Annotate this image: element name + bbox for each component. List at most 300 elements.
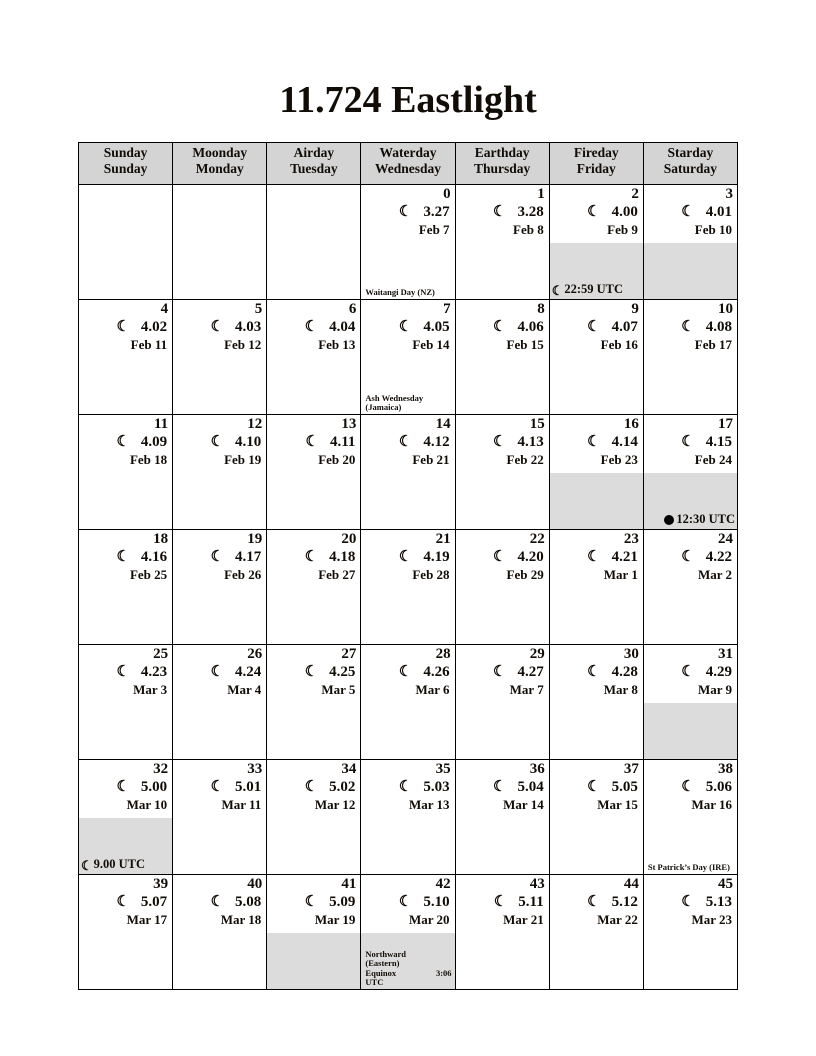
cell-content <box>361 185 454 299</box>
weekday-gregorian-name: Monday <box>195 161 244 177</box>
day-number: 13 <box>341 416 357 432</box>
weekday-gregorian-name: Friday <box>576 161 616 177</box>
gregorian-date: Feb 7 <box>418 221 450 237</box>
lunar-date-value: 5.11 <box>518 894 544 911</box>
calendar-body <box>79 185 738 990</box>
cell-content <box>267 300 360 414</box>
lunar-date-row <box>554 318 639 336</box>
waning-crescent-moon-icon: ☾ <box>116 664 130 681</box>
calendar-day-cell[interactable] <box>173 415 267 530</box>
cell-content <box>644 875 737 989</box>
moon-phase-time: 12:30 UTC <box>676 512 735 527</box>
moon-phase-event <box>646 513 735 527</box>
new-moon-crescent-icon: ☾ <box>81 857 93 873</box>
cell-content <box>456 875 549 989</box>
lunar-date-value: 5.04 <box>517 779 544 796</box>
cell-content <box>267 875 360 989</box>
day-number: 19 <box>247 531 263 547</box>
calendar-day-cell[interactable] <box>455 185 549 300</box>
calendar-day-cell[interactable] <box>79 300 173 415</box>
lunar-date-row <box>648 203 733 221</box>
waning-crescent-moon-icon: ☾ <box>587 779 601 796</box>
waning-crescent-moon-icon: ☾ <box>493 434 507 451</box>
lunar-date-row <box>554 663 639 681</box>
gregorian-date: Feb 11 <box>130 336 168 352</box>
lunar-date-row <box>365 433 450 451</box>
lunar-date-row <box>83 318 168 336</box>
day-number: 7 <box>443 301 451 317</box>
gregorian-date: Mar 19 <box>314 911 356 927</box>
weekday-alt-name: Airday <box>293 145 335 160</box>
lunar-date-row <box>83 433 168 451</box>
equinox-line: (Eastern) <box>365 958 400 969</box>
gregorian-date: Feb 14 <box>412 336 450 352</box>
waning-crescent-moon-icon: ☾ <box>681 204 695 221</box>
cell-content <box>550 530 643 644</box>
calendar-week-row <box>79 530 738 645</box>
lunar-date-value: 4.24 <box>235 664 262 681</box>
day-number: 26 <box>247 646 263 662</box>
calendar-day-cell[interactable] <box>643 645 737 760</box>
lunar-date-value: 5.08 <box>235 894 262 911</box>
cell-content <box>550 300 643 414</box>
day-number: 44 <box>623 876 639 892</box>
cell-content <box>79 645 172 759</box>
gregorian-date: Feb 25 <box>129 566 168 582</box>
waning-crescent-moon-icon: ☾ <box>210 894 225 911</box>
lunar-date-value: 4.18 <box>329 549 356 566</box>
day-number: 37 <box>623 761 639 777</box>
waning-crescent-moon-icon: ☾ <box>587 664 601 681</box>
calendar-day-cell[interactable] <box>267 760 361 875</box>
weekday-alt-name: Starday <box>667 145 714 160</box>
calendar-week-row <box>79 300 738 415</box>
cell-content <box>550 760 643 874</box>
calendar-day-cell[interactable] <box>549 875 643 990</box>
gregorian-date: Feb 22 <box>506 451 544 467</box>
calendar-day-cell[interactable] <box>267 645 361 760</box>
lunar-date-row <box>271 318 356 336</box>
gregorian-date: Feb 9 <box>607 221 638 237</box>
cell-content <box>267 645 360 759</box>
cell-content <box>173 300 266 414</box>
calendar-day-cell[interactable] <box>361 875 455 990</box>
weekday-header-wednesday <box>361 143 455 185</box>
waning-crescent-moon-icon: ☾ <box>493 779 507 796</box>
waning-crescent-moon-icon: ☾ <box>210 549 225 566</box>
day-number: 24 <box>718 531 733 547</box>
calendar-day-cell[interactable] <box>361 415 455 530</box>
calendar-week-row <box>79 760 738 875</box>
holiday-note: St Patrick’s Day (IRE) <box>647 862 730 873</box>
day-number: 38 <box>718 761 733 777</box>
cell-content <box>173 530 266 644</box>
calendar-header <box>79 143 738 185</box>
full-moon-icon <box>664 515 674 525</box>
calendar-day-cell[interactable] <box>79 415 173 530</box>
calendar-day-cell[interactable] <box>173 760 267 875</box>
calendar-day-cell[interactable] <box>361 760 455 875</box>
lunar-date-value: 4.04 <box>329 319 356 336</box>
lunar-date-row <box>177 433 262 451</box>
calendar-day-cell[interactable] <box>267 530 361 645</box>
cell-content <box>644 645 737 759</box>
lunar-date-row <box>554 433 639 451</box>
day-number: 28 <box>435 646 451 662</box>
day-number: 31 <box>718 646 733 662</box>
waning-crescent-moon-icon: ☾ <box>398 894 413 911</box>
lunar-date-row <box>648 318 733 336</box>
cell-content <box>361 530 454 644</box>
weekday-gregorian-name: Tuesday <box>290 161 338 177</box>
cell-content <box>79 300 172 414</box>
lunar-date-value: 4.19 <box>423 549 450 566</box>
weekday-header-tuesday <box>267 143 361 185</box>
cell-content <box>361 645 454 759</box>
lunar-date-value: 4.13 <box>517 434 544 451</box>
cell-content <box>456 300 549 414</box>
day-number: 6 <box>348 301 357 317</box>
lunar-date-value: 4.17 <box>235 549 262 566</box>
cell-content <box>173 415 266 529</box>
lunar-date-row <box>365 203 450 221</box>
lunar-date-row <box>83 893 168 911</box>
lunar-date-row <box>271 893 356 911</box>
weekday-header-thursday <box>455 143 549 185</box>
lunar-date-row <box>554 778 639 796</box>
lunar-date-value: 4.09 <box>140 434 168 451</box>
cell-content <box>550 415 643 529</box>
equinox-label: Equinox <box>365 967 397 978</box>
cell-content <box>267 760 360 874</box>
waning-crescent-moon-icon: ☾ <box>210 434 225 451</box>
day-number: 9 <box>631 301 639 317</box>
calendar-day-cell[interactable] <box>361 300 455 415</box>
gregorian-date: Feb 15 <box>506 336 544 352</box>
lunar-date-value: 4.12 <box>423 434 450 451</box>
weekday-alt-name: Earthday <box>474 145 530 160</box>
gregorian-date: Feb 8 <box>513 221 544 237</box>
calendar-day-cell[interactable] <box>79 875 173 990</box>
weekday-alt-name: Waterday <box>379 145 437 160</box>
lunar-date-row <box>365 778 450 796</box>
gregorian-date: Feb 16 <box>600 336 638 352</box>
day-number: 15 <box>529 416 545 432</box>
calendar-day-cell[interactable] <box>643 530 737 645</box>
new-moon-crescent-icon: ☾ <box>551 282 564 298</box>
gregorian-date: Mar 20 <box>409 911 450 927</box>
lunar-date-row <box>460 778 545 796</box>
lunar-date-value: 4.10 <box>235 434 262 451</box>
day-number: 21 <box>435 531 451 547</box>
calendar-day-cell[interactable] <box>173 530 267 645</box>
waning-crescent-moon-icon: ☾ <box>681 664 695 681</box>
cell-content <box>456 415 549 529</box>
waning-crescent-moon-icon: ☾ <box>398 549 413 566</box>
cell-content <box>456 530 549 644</box>
calendar-day-cell[interactable] <box>643 415 737 530</box>
cell-content <box>456 760 549 874</box>
day-number: 3 <box>725 186 733 202</box>
calendar-day-cell[interactable] <box>173 300 267 415</box>
weekday-alt-name: Fireday <box>573 145 619 160</box>
lunar-date-row <box>460 663 545 681</box>
waning-crescent-moon-icon: ☾ <box>493 549 507 566</box>
waning-crescent-moon-icon: ☾ <box>116 319 130 336</box>
calendar-day-cell[interactable] <box>455 530 549 645</box>
cell-content <box>456 645 549 759</box>
calendar-day-cell[interactable] <box>455 875 549 990</box>
lunar-date-row <box>365 318 450 336</box>
calendar-day-cell[interactable] <box>549 760 643 875</box>
gregorian-date: Feb 20 <box>318 451 356 467</box>
day-number: 43 <box>529 876 545 892</box>
cell-content <box>644 300 737 414</box>
day-number: 17 <box>718 416 733 432</box>
lunar-date-row <box>365 893 450 911</box>
lunar-date-value: 4.06 <box>517 319 544 336</box>
calendar-day-cell[interactable] <box>173 645 267 760</box>
lunar-date-value: 5.03 <box>423 779 450 796</box>
waning-crescent-moon-icon: ☾ <box>398 664 413 681</box>
weekday-gregorian-name: Thursday <box>473 161 531 177</box>
day-number: 33 <box>247 761 263 777</box>
waning-crescent-moon-icon: ☾ <box>304 319 319 336</box>
gregorian-date: Mar 7 <box>509 681 544 697</box>
waning-crescent-moon-icon: ☾ <box>305 434 319 451</box>
lunar-date-value: 4.15 <box>705 434 732 451</box>
lunar-date-row <box>554 893 639 911</box>
cell-content <box>79 875 172 989</box>
calendar-day-cell[interactable] <box>267 300 361 415</box>
day-number: 2 <box>631 186 639 202</box>
gregorian-date: Mar 13 <box>409 796 450 812</box>
waning-crescent-moon-icon: ☾ <box>493 664 507 681</box>
cell-content <box>267 415 360 529</box>
cell-content <box>456 185 549 299</box>
waning-crescent-moon-icon: ☾ <box>304 549 319 566</box>
day-number: 27 <box>341 646 357 662</box>
weekday-alt-name: Moonday <box>192 145 248 160</box>
calendar-day-cell[interactable] <box>643 185 737 300</box>
weekday-header-row <box>79 143 738 185</box>
weekday-gregorian-name: Wednesday <box>374 161 441 177</box>
lunar-date-row <box>177 778 262 796</box>
day-number: 14 <box>435 416 451 432</box>
lunar-date-row <box>648 893 733 911</box>
calendar-day-cell[interactable] <box>173 875 267 990</box>
day-number: 29 <box>529 646 545 662</box>
calendar-day-cell[interactable] <box>549 530 643 645</box>
lunar-date-row <box>460 433 545 451</box>
weekday-gregorian-name: Saturday <box>663 161 718 177</box>
lunar-date-row <box>648 663 733 681</box>
gregorian-date: Mar 17 <box>126 911 168 927</box>
day-number: 30 <box>623 646 639 662</box>
day-number: 32 <box>153 761 169 777</box>
waning-crescent-moon-icon: ☾ <box>681 549 695 566</box>
lunar-date-row <box>177 548 262 566</box>
lunar-date-row <box>460 318 545 336</box>
cell-content <box>550 645 643 759</box>
waning-crescent-moon-icon: ☾ <box>116 549 130 566</box>
cell-content <box>644 760 737 874</box>
calendar-day-cell[interactable] <box>79 530 173 645</box>
gregorian-date: Mar 5 <box>321 681 356 697</box>
waning-crescent-moon-icon: ☾ <box>210 664 225 681</box>
day-number: 35 <box>435 761 451 777</box>
lunar-date-row <box>365 663 450 681</box>
calendar-cell-empty <box>267 185 361 300</box>
lunar-date-value: 4.23 <box>140 664 168 681</box>
day-number: 25 <box>153 646 169 662</box>
day-number: 10 <box>718 301 733 317</box>
gregorian-date: Mar 12 <box>314 796 356 812</box>
cell-content <box>173 875 266 989</box>
calendar-day-cell[interactable] <box>361 645 455 760</box>
holiday-note: Waitangi Day (NZ) <box>365 287 435 298</box>
waning-crescent-moon-icon: ☾ <box>398 319 413 336</box>
gregorian-date: Mar 6 <box>415 681 450 697</box>
gregorian-date: Feb 28 <box>412 566 450 582</box>
day-number: 45 <box>718 876 733 892</box>
gregorian-date: Feb 10 <box>694 221 732 237</box>
lunar-date-value: 4.11 <box>329 434 356 451</box>
weekday-header-saturday <box>643 143 737 185</box>
day-number: 39 <box>153 876 169 892</box>
waning-crescent-moon-icon: ☾ <box>398 434 413 451</box>
lunar-date-row <box>83 548 168 566</box>
lunar-date-row <box>648 548 733 566</box>
lunar-date-value: 4.01 <box>705 204 732 221</box>
cell-content <box>361 415 454 529</box>
day-number: 5 <box>254 301 263 317</box>
lunar-date-row <box>271 548 356 566</box>
lunar-date-value: 4.25 <box>329 664 356 681</box>
calendar-day-cell[interactable] <box>549 185 643 300</box>
calendar-day-cell[interactable] <box>267 875 361 990</box>
waning-crescent-moon-icon: ☾ <box>304 779 319 796</box>
gregorian-date: Mar 18 <box>220 911 262 927</box>
waning-crescent-moon-icon: ☾ <box>304 664 319 681</box>
waning-crescent-moon-icon: ☾ <box>493 894 508 911</box>
gregorian-date: Mar 8 <box>603 681 638 697</box>
lunar-date-row <box>177 663 262 681</box>
waning-crescent-moon-icon: ☾ <box>681 319 695 336</box>
gregorian-date: Mar 2 <box>697 566 732 582</box>
calendar-day-cell[interactable] <box>361 530 455 645</box>
equinox-event <box>365 950 451 988</box>
lunar-date-row <box>648 433 733 451</box>
cell-content <box>644 530 737 644</box>
calendar-day-cell[interactable] <box>361 185 455 300</box>
calendar-day-cell[interactable] <box>549 645 643 760</box>
gregorian-date: Mar 1 <box>603 566 638 582</box>
lunar-date-row <box>83 778 168 796</box>
gregorian-date: Feb 24 <box>694 451 732 467</box>
lunar-date-value: 3.28 <box>517 204 544 221</box>
waning-crescent-moon-icon: ☾ <box>398 204 413 221</box>
calendar-day-cell[interactable] <box>643 760 737 875</box>
day-number: 4 <box>160 301 169 317</box>
calendar-day-cell[interactable] <box>549 415 643 530</box>
gregorian-date: Feb 18 <box>129 451 168 467</box>
lunar-date-value: 5.09 <box>329 894 356 911</box>
day-number: 20 <box>341 531 357 547</box>
waning-crescent-moon-icon: ☾ <box>681 779 695 796</box>
waning-crescent-moon-icon: ☾ <box>493 319 507 336</box>
lunar-date-value: 5.07 <box>140 894 168 911</box>
calendar-cell-empty <box>79 185 173 300</box>
lunar-date-value: 4.29 <box>705 664 732 681</box>
lunar-date-row <box>460 893 545 911</box>
day-number: 11 <box>153 416 169 432</box>
lunar-date-value: 4.07 <box>611 319 638 336</box>
lunar-date-row <box>365 548 450 566</box>
waning-crescent-moon-icon: ☾ <box>587 319 601 336</box>
gregorian-date: Mar 3 <box>133 681 168 697</box>
lunar-date-value: 4.16 <box>140 549 168 566</box>
calendar-day-cell[interactable] <box>643 300 737 415</box>
cell-content <box>79 415 172 529</box>
cell-content <box>361 760 454 874</box>
calendar-day-cell[interactable] <box>549 300 643 415</box>
calendar-table <box>78 142 738 990</box>
gregorian-date: Mar 22 <box>597 911 638 927</box>
calendar-day-cell[interactable] <box>79 645 173 760</box>
calendar-day-cell[interactable] <box>455 760 549 875</box>
gregorian-date: Mar 21 <box>503 911 544 927</box>
lunar-date-value: 5.02 <box>329 779 356 796</box>
day-number: 0 <box>443 186 451 202</box>
lunar-date-row <box>648 778 733 796</box>
equinox-timezone: UTC <box>365 977 384 988</box>
calendar-day-cell[interactable] <box>643 875 737 990</box>
weekday-header-monday <box>173 143 267 185</box>
lunar-date-row <box>271 433 356 451</box>
day-number: 12 <box>247 416 263 432</box>
day-number: 23 <box>623 531 639 547</box>
lunar-date-value: 4.26 <box>423 664 450 681</box>
gregorian-date: Mar 9 <box>697 681 732 697</box>
waning-crescent-moon-icon: ☾ <box>210 319 225 336</box>
day-number: 22 <box>529 531 545 547</box>
day-number: 34 <box>341 761 357 777</box>
gregorian-date: Mar 10 <box>126 796 168 812</box>
gregorian-date: Mar 14 <box>503 796 544 812</box>
calendar-day-cell[interactable] <box>455 300 549 415</box>
lunar-date-value: 4.22 <box>705 549 732 566</box>
calendar-day-cell[interactable] <box>79 760 173 875</box>
lunar-date-row <box>271 778 356 796</box>
calendar-day-cell[interactable] <box>455 415 549 530</box>
gregorian-date: Feb 19 <box>224 451 262 467</box>
lunar-date-row <box>271 663 356 681</box>
lunar-date-value: 5.12 <box>611 894 638 911</box>
gregorian-date: Feb 23 <box>600 451 638 467</box>
calendar-day-cell[interactable] <box>455 645 549 760</box>
gregorian-date: Mar 11 <box>221 796 262 812</box>
calendar-day-cell[interactable] <box>267 415 361 530</box>
cell-content <box>550 875 643 989</box>
lunar-date-value: 4.02 <box>140 319 168 336</box>
lunar-date-row <box>460 548 545 566</box>
lunar-date-row <box>460 203 545 221</box>
waning-crescent-moon-icon: ☾ <box>116 779 130 796</box>
lunar-date-value: 4.05 <box>423 319 450 336</box>
waning-crescent-moon-icon: ☾ <box>681 894 695 911</box>
lunar-date-value: 5.06 <box>705 779 732 796</box>
